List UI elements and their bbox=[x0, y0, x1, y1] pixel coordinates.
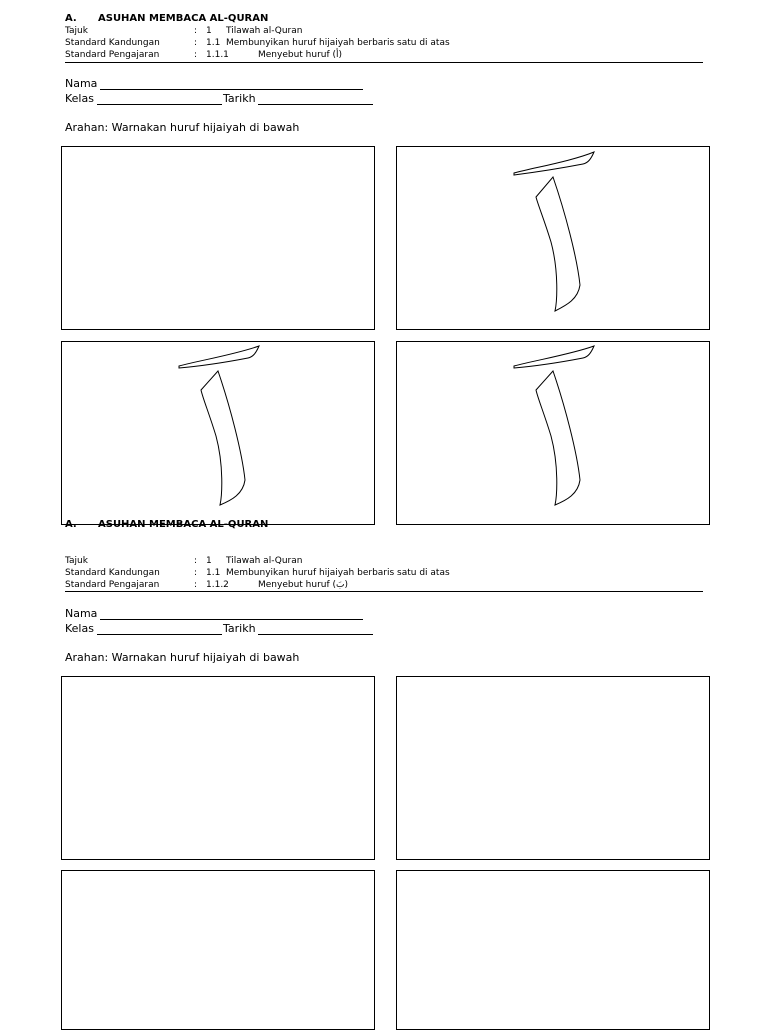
letter-box[interactable] bbox=[61, 341, 375, 525]
section-1-instruction: Arahan: Warnakan huruf hijaiyah di bawah bbox=[65, 121, 300, 134]
meta-text: Tilawah al-Quran bbox=[226, 26, 303, 36]
tarikh-label: Tarikh bbox=[223, 622, 256, 635]
nama-label: Nama bbox=[65, 607, 98, 620]
section-1-title: ASUHAN MEMBACA AL-QURAN bbox=[98, 13, 269, 24]
meta-row-standard-kandungan bbox=[65, 567, 705, 579]
meta-colon: : bbox=[194, 556, 198, 566]
alif-hamza-outline bbox=[397, 147, 710, 330]
nama-field bbox=[65, 77, 365, 91]
meta-row-standard-pengajaran bbox=[65, 579, 705, 591]
tarikh-input-line[interactable] bbox=[258, 92, 373, 105]
section-2-divider bbox=[65, 591, 703, 592]
meta-code: 1.1.1 bbox=[206, 50, 229, 60]
section-2-title: ASUHAN MEMBACA AL-QURAN bbox=[98, 519, 269, 530]
meta-label: Standard Kandungan bbox=[65, 38, 160, 48]
alif-hamza-outline bbox=[62, 342, 375, 525]
letter-box[interactable] bbox=[396, 146, 710, 330]
letter-box[interactable] bbox=[61, 146, 375, 330]
meta-row-tajuk bbox=[65, 25, 705, 37]
meta-code: 1.1 bbox=[206, 568, 221, 578]
nama-label: Nama bbox=[65, 77, 98, 90]
meta-colon: : bbox=[194, 580, 198, 590]
meta-code: 1.1 bbox=[206, 38, 221, 48]
letter-box[interactable] bbox=[396, 870, 710, 1030]
nama-input-line[interactable] bbox=[100, 607, 363, 620]
tarikh-input-line[interactable] bbox=[258, 622, 373, 635]
letter-box[interactable] bbox=[61, 676, 375, 860]
meta-code: 1 bbox=[206, 556, 212, 566]
meta-colon: : bbox=[194, 26, 198, 36]
kelas-label: Kelas bbox=[65, 92, 94, 105]
meta-label: Tajuk bbox=[65, 556, 88, 566]
letter-box[interactable] bbox=[61, 870, 375, 1030]
section-1-heading bbox=[65, 13, 365, 25]
section-2-heading bbox=[65, 519, 365, 531]
alif-hamza-outline bbox=[397, 342, 710, 525]
kelas-input-line[interactable] bbox=[97, 92, 222, 105]
letter-box[interactable] bbox=[396, 676, 710, 860]
meta-label: Standard Pengajaran bbox=[65, 580, 160, 590]
meta-code: 1.1.2 bbox=[206, 580, 229, 590]
kelas-field bbox=[65, 92, 375, 106]
kelas-field bbox=[65, 622, 375, 636]
meta-text: Menyebut huruf (بَ) bbox=[258, 580, 349, 590]
meta-colon: : bbox=[194, 50, 198, 60]
meta-colon: : bbox=[194, 568, 198, 578]
meta-text: Membunyikan huruf hijaiyah berbaris satu di atas bbox=[226, 38, 450, 48]
meta-label: Tajuk bbox=[65, 26, 88, 36]
meta-label: Standard Pengajaran bbox=[65, 50, 160, 60]
meta-text: Tilawah al-Quran bbox=[226, 556, 303, 566]
section-1-letter: A. bbox=[65, 13, 77, 24]
section-1-meta bbox=[65, 25, 705, 61]
meta-text: Membunyikan huruf hijaiyah berbaris satu di atas bbox=[226, 568, 450, 578]
nama-input-line[interactable] bbox=[100, 77, 363, 90]
section-2-letter: A. bbox=[65, 519, 77, 530]
meta-code: 1 bbox=[206, 26, 212, 36]
letter-box[interactable] bbox=[396, 341, 710, 525]
meta-text: Menyebut huruf (أ) bbox=[258, 50, 343, 60]
meta-label: Standard Kandungan bbox=[65, 568, 160, 578]
section-2-meta bbox=[65, 555, 705, 591]
meta-row-tajuk bbox=[65, 555, 705, 567]
section-2-instruction: Arahan: Warnakan huruf hijaiyah di bawah bbox=[65, 651, 300, 664]
kelas-label: Kelas bbox=[65, 622, 94, 635]
meta-row-standard-kandungan bbox=[65, 37, 705, 49]
kelas-input-line[interactable] bbox=[97, 622, 222, 635]
nama-field bbox=[65, 607, 365, 621]
tarikh-label: Tarikh bbox=[223, 92, 256, 105]
meta-row-standard-pengajaran bbox=[65, 49, 705, 61]
section-1-divider bbox=[65, 62, 703, 63]
meta-colon: : bbox=[194, 38, 198, 48]
